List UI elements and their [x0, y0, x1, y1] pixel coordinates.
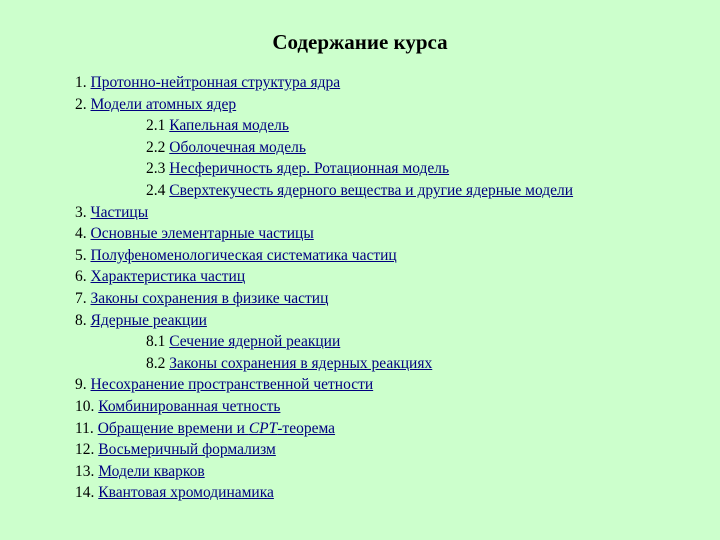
toc-item — [75, 461, 573, 483]
toc-item-number: 6. — [75, 268, 87, 286]
toc-item-link[interactable]: Несохранение пространственной четности — [90, 376, 374, 394]
toc-item-number: 12. — [75, 441, 95, 459]
toc-item-link[interactable]: Оболочечная модель — [169, 138, 306, 156]
toc-item-number: 3. — [75, 203, 87, 221]
toc-item-link[interactable]: Капельная модель — [169, 117, 289, 135]
toc-item-link[interactable]: Сечение ядерной реакции — [169, 333, 341, 351]
toc-item-number: 14. — [75, 484, 95, 502]
toc-item — [75, 418, 573, 440]
toc-item — [75, 223, 573, 245]
toc-subitem — [75, 353, 573, 375]
toc-item-link[interactable]: Частицы — [90, 203, 149, 221]
toc-item-number: 2.1 — [146, 117, 166, 135]
page-title-text: Содержание курса — [272, 30, 448, 54]
toc-item-number: 2.4 — [146, 181, 166, 199]
toc-item-link[interactable]: Комбинированная четность — [98, 397, 281, 415]
toc-item-number: 11. — [75, 419, 94, 437]
toc-item — [75, 482, 573, 504]
toc-item-link[interactable]: Законы сохранения в физике частиц — [90, 289, 329, 307]
toc-item — [75, 266, 573, 288]
toc-item-link[interactable]: Основные элементарные частицы — [90, 225, 314, 243]
toc-item — [75, 245, 573, 267]
toc-subitem — [75, 158, 573, 180]
toc-item-link[interactable]: Ядерные реакции — [90, 311, 207, 329]
toc-item — [75, 288, 573, 310]
toc-item — [75, 94, 573, 116]
toc-item-number: 2. — [75, 95, 87, 113]
toc-item-link[interactable]: Модели кварков — [98, 462, 205, 480]
toc-item-number: 2.2 — [146, 138, 166, 156]
toc-item — [75, 374, 573, 396]
toc-item-link[interactable]: Восьмеричный формализм — [98, 441, 276, 459]
toc-item — [75, 202, 573, 224]
toc-item-link[interactable]: Квантовая хромодинамика — [98, 484, 274, 502]
toc-item — [75, 310, 573, 332]
toc-item-link[interactable]: Характеристика частиц — [90, 268, 246, 286]
toc-item-link[interactable]: Модели атомных ядер — [90, 95, 237, 113]
toc-item-number: 2.3 — [146, 160, 166, 178]
toc-subitem — [75, 137, 573, 159]
toc-item-link[interactable]: Сверхтекучесть ядерного вещества и другие ядерные модели — [169, 181, 574, 199]
toc-item-link[interactable]: Полуфеноменологическая систематика частиц — [90, 246, 397, 264]
toc-subitem — [75, 180, 573, 202]
toc-subitem — [75, 115, 573, 137]
toc-item-number: 10. — [75, 397, 95, 415]
toc-item-number: 7. — [75, 289, 87, 307]
toc-item-number: 5. — [75, 246, 87, 264]
toc-item-number: 13. — [75, 462, 95, 480]
toc-item-number: 8. — [75, 311, 87, 329]
toc-item — [75, 439, 573, 461]
toc-item-number: 1. — [75, 74, 87, 91]
toc-subitem — [75, 331, 573, 353]
toc-item-number: 8.2 — [146, 354, 166, 372]
toc-item — [75, 396, 573, 418]
toc-item-number: 8.1 — [146, 333, 166, 351]
toc-item — [75, 72, 573, 94]
table-of-contents — [75, 72, 573, 504]
toc-item-number: 9. — [75, 376, 87, 394]
toc-item-link[interactable]: Протонно-нейтронная структура ядра — [90, 74, 341, 91]
page-title — [0, 30, 720, 55]
toc-item-link[interactable]: Несферичность ядер. Ротационная модель — [169, 160, 450, 178]
toc-item-number: 4. — [75, 225, 87, 243]
toc-item-link[interactable]: Обращение времени и CPT-теорема — [97, 419, 336, 437]
toc-item-link[interactable]: Законы сохранения в ядерных реакциях — [169, 354, 433, 372]
